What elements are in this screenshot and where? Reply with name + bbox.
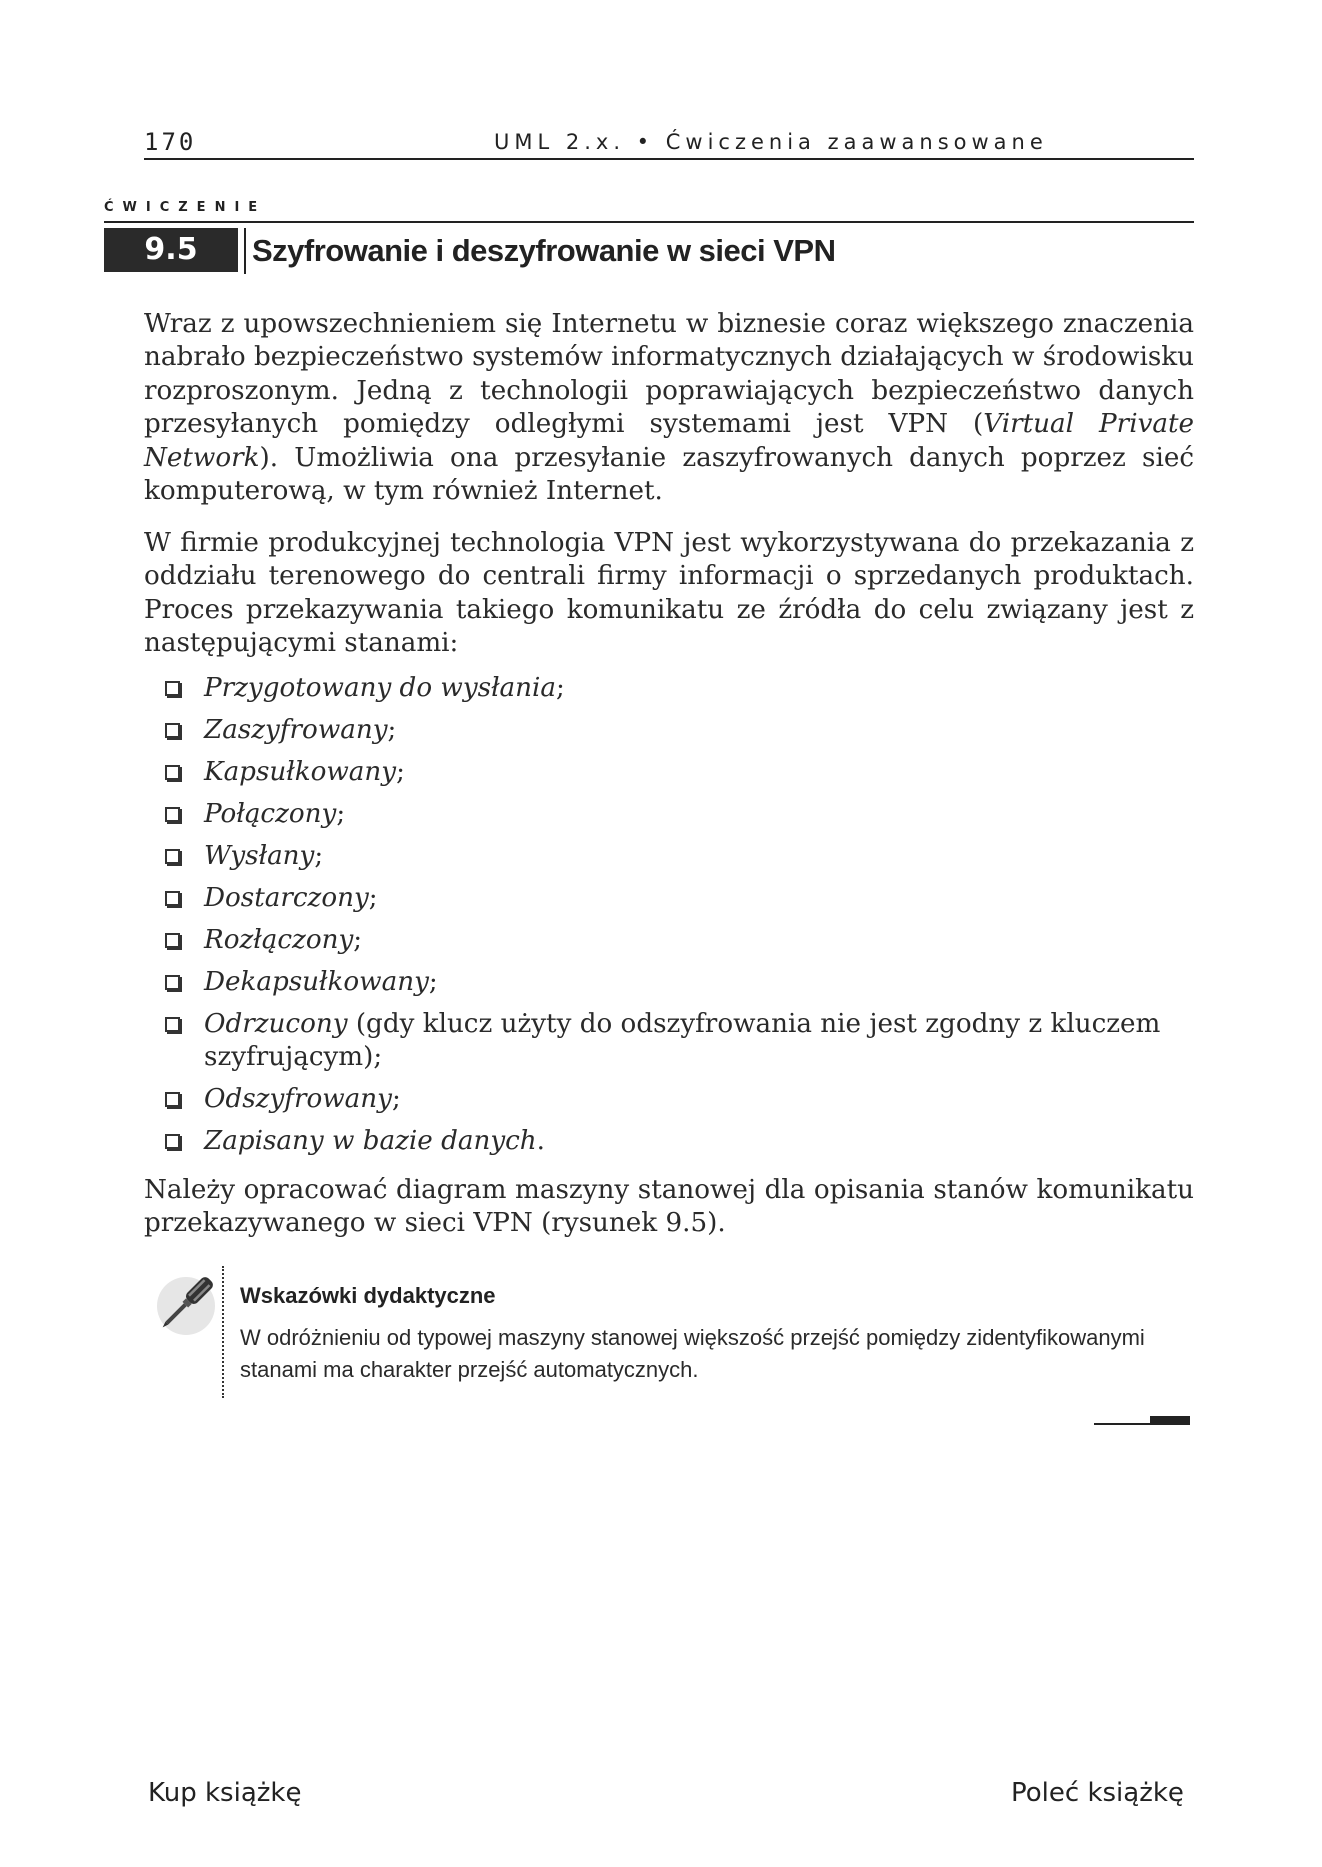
state-name: Zapisany w bazie danych xyxy=(204,1126,537,1157)
checkbox-bullet-icon xyxy=(165,723,180,738)
list-item xyxy=(162,798,1192,831)
exercise-title: Szyfrowanie i deszyfrowanie w sieci VPN xyxy=(244,228,836,274)
context-paragraph: W firmie produkcyjnej technologia VPN jest wykorzystywana do przekazania z oddziału terenowego do centrali firmy informacji o sprzedanych produktach. Proces przekazywania takiego komunikatu ze źródła do celu związany jest z następującymi stanami: xyxy=(144,528,1194,659)
state-name: Dostarczony xyxy=(204,883,369,913)
intro-italic: Virtual Private Network xyxy=(144,409,1195,473)
state-suffix: ; xyxy=(387,715,397,745)
list-item xyxy=(162,1008,1192,1075)
note-body: W odróżnieniu od typowej maszyny stanowej większość przejść pomiędzy zidentyfikowanymi stanami ma charakter przejść automatycznych. xyxy=(240,1325,1145,1382)
buy-book-link[interactable]: Kup książkę xyxy=(148,1778,302,1808)
checkbox-bullet-icon xyxy=(165,1092,180,1107)
state-name: Odszyfrowany xyxy=(204,1084,392,1115)
checkbox-bullet-icon xyxy=(165,807,180,822)
checkbox-bullet-icon xyxy=(165,681,180,696)
list-item xyxy=(162,1083,1192,1116)
checkbox-bullet-icon xyxy=(165,933,180,948)
list-item xyxy=(162,672,1192,705)
state-name: Zaszyfrowany xyxy=(204,715,388,745)
note-title: Wskazówki dydaktyczne xyxy=(240,1283,496,1308)
recommend-book-link[interactable]: Poleć książkę xyxy=(1011,1778,1184,1808)
states-list xyxy=(162,672,1192,1167)
state-suffix: ; xyxy=(314,841,324,871)
checkbox-bullet-icon xyxy=(165,891,180,906)
state-suffix: ; xyxy=(556,673,565,703)
list-item xyxy=(162,714,1192,747)
list-item xyxy=(162,840,1192,873)
screwdriver-icon xyxy=(150,1268,222,1340)
state-suffix: ; xyxy=(336,799,346,829)
end-mark-bar xyxy=(1150,1416,1190,1425)
intro-paragraph xyxy=(144,308,1194,508)
list-item xyxy=(162,756,1192,789)
note-divider xyxy=(222,1266,224,1398)
state-suffix: ; xyxy=(391,1084,401,1115)
checkbox-bullet-icon xyxy=(165,849,180,864)
state-name: Rozłączony xyxy=(204,925,354,955)
state-name: Przygotowany do wysłania xyxy=(204,673,557,703)
state-name: Kapsułkowany xyxy=(204,757,397,787)
checkbox-bullet-icon xyxy=(165,1134,180,1149)
running-head: UML 2.x. • Ćwiczenia zaawansowane xyxy=(494,130,1048,154)
task-paragraph: Należy opracować diagram maszyny stanowej dla opisania stanów komunikatu przekazywanego w sieci VPN (rysunek 9.5). xyxy=(144,1175,1194,1239)
state-suffix: ; xyxy=(396,757,405,787)
checkbox-bullet-icon xyxy=(165,765,180,780)
state-name: Wysłany xyxy=(204,841,315,871)
state-suffix: . xyxy=(536,1126,545,1157)
state-suffix: (gdy klucz użyty do odszyfrowania nie jest zgodny z kluczem szyfrującym); xyxy=(204,1009,1161,1073)
intro-text-2: ). Umożliwia ona przesyłanie zaszyfrowanych danych poprzez sieć komputerową, w tym również Internet. xyxy=(144,442,1194,507)
exercise-rule xyxy=(104,221,1194,223)
state-suffix: ; xyxy=(428,967,438,997)
page-header xyxy=(144,128,1194,160)
list-item xyxy=(162,924,1192,957)
state-name: Dekapsułkowany xyxy=(204,967,429,997)
state-suffix: ; xyxy=(368,883,378,913)
state-name: Odrzucony xyxy=(204,1009,348,1039)
list-item xyxy=(162,882,1192,915)
section-end-mark xyxy=(1094,1414,1192,1426)
intro-text-1: Wraz z upowszechnieniem się Internetu w biznesie coraz większego znaczenia nabrało bezpieczeństwo systemów informatycznych działających w środowisku rozproszonym. Jedną z technologii poprawiających bezpieczeństwo danych przesyłanych pomiędzy odległymi systemami jest VPN ( xyxy=(144,309,1194,440)
exercise-number: 9.5 xyxy=(104,228,238,272)
state-name: Połączony xyxy=(204,799,337,829)
checkbox-bullet-icon xyxy=(165,1017,180,1032)
end-mark-line xyxy=(1094,1423,1150,1425)
checkbox-bullet-icon xyxy=(165,975,180,990)
state-suffix: ; xyxy=(353,925,363,955)
list-item xyxy=(162,966,1192,999)
exercise-label: ĆWICZENIE xyxy=(104,200,267,215)
list-item xyxy=(162,1125,1192,1158)
page-number: 170 xyxy=(144,128,197,156)
